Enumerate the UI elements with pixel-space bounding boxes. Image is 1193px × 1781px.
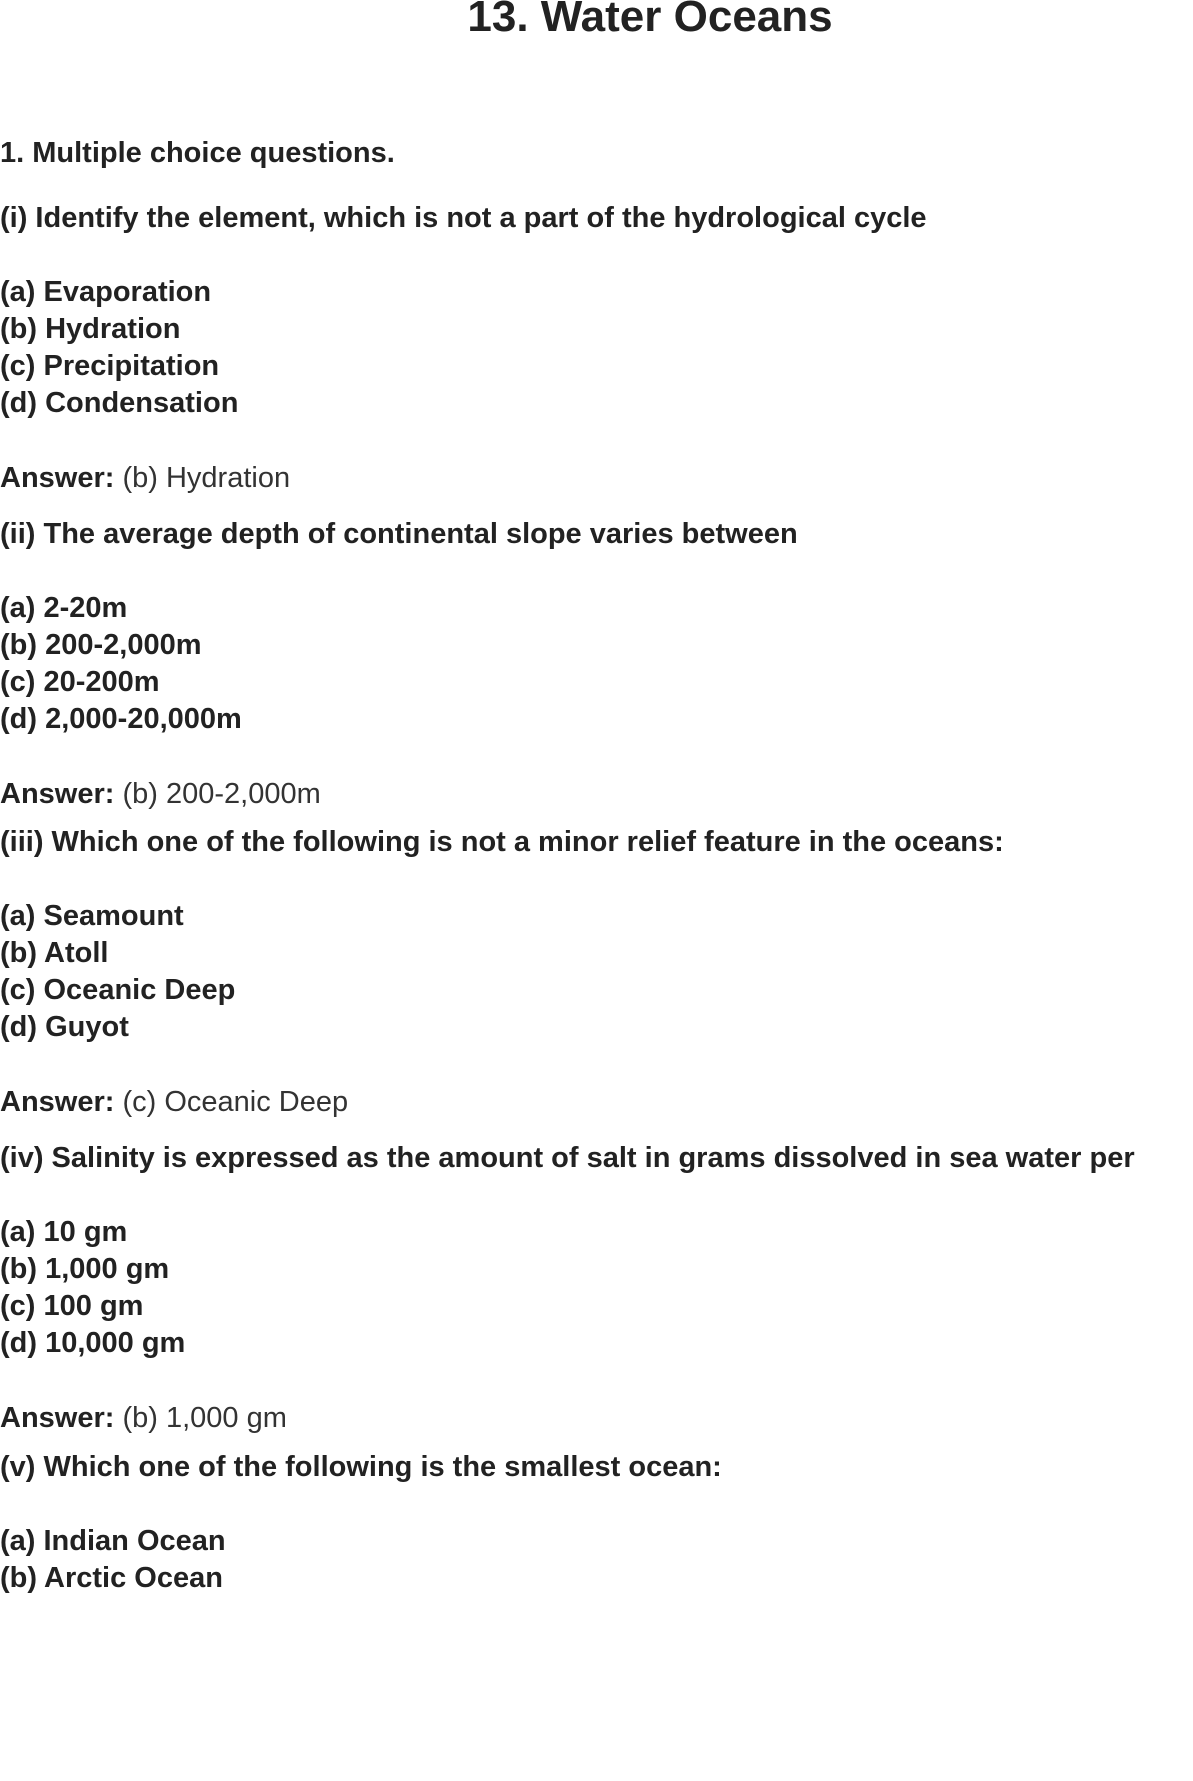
- answer-line: [0, 776, 1193, 812]
- question-text: (i) Identify the element, which is not a part of the hydrological cycle: [0, 202, 927, 234]
- option-a: (a) Seamount: [0, 900, 184, 932]
- option-b: (b) Atoll: [0, 937, 109, 969]
- option-a: (a) Evaporation: [0, 276, 212, 308]
- option-c: (c) 100 gm: [0, 1290, 144, 1322]
- option-a: (a) Indian Ocean: [0, 1525, 226, 1557]
- option-c: (c) 20-200m: [0, 666, 160, 698]
- question-text: (ii) The average depth of continental slope varies between: [0, 518, 798, 550]
- answer-label: Answer:: [0, 1402, 115, 1434]
- option-b: (b) Arctic Ocean: [0, 1562, 223, 1594]
- answer-line: [0, 460, 1193, 496]
- question-text: (v) Which one of the following is the smallest ocean:: [0, 1451, 722, 1483]
- answer-line: [0, 1084, 1193, 1120]
- option-list: [0, 898, 1193, 1046]
- option-c: (c) Precipitation: [0, 350, 220, 382]
- answer-line: [0, 1400, 1193, 1436]
- answer-text: (b) Hydration: [122, 462, 291, 494]
- answer-text: (b) 1,000 gm: [122, 1402, 287, 1434]
- question-block-iv: [0, 1140, 1193, 1436]
- option-d: (d) Guyot: [0, 1011, 129, 1043]
- answer-label: Answer:: [0, 1086, 115, 1118]
- option-list: [0, 274, 1193, 422]
- option-list: [0, 590, 1193, 738]
- question-text: (iv) Salinity is expressed as the amount of salt in grams dissolved in sea water per: [0, 1142, 1135, 1174]
- page-title: 13. Water Oceans: [467, 0, 833, 41]
- section-heading: 1. Multiple choice questions.: [0, 137, 395, 169]
- option-list: [0, 1214, 1193, 1362]
- option-b: (b) 200-2,000m: [0, 629, 202, 661]
- option-a: (a) 10 gm: [0, 1216, 128, 1248]
- question-block-iii: [0, 824, 1193, 1120]
- question-text: (iii) Which one of the following is not a minor relief feature in the oceans:: [0, 826, 1004, 858]
- option-d: (d) Condensation: [0, 387, 239, 419]
- question-block-i: [0, 200, 1193, 496]
- answer-text: (c) Oceanic Deep: [122, 1086, 349, 1118]
- option-b: (b) 1,000 gm: [0, 1253, 170, 1285]
- option-b: (b) Hydration: [0, 313, 181, 345]
- option-d: (d) 10,000 gm: [0, 1327, 186, 1359]
- option-c: (c) Oceanic Deep: [0, 974, 236, 1006]
- option-d: (d) 2,000-20,000m: [0, 703, 242, 735]
- question-block-ii: [0, 516, 1193, 812]
- answer-label: Answer:: [0, 778, 115, 810]
- option-list: [0, 1523, 1193, 1597]
- answer-label: Answer:: [0, 462, 115, 494]
- question-block-v: [0, 1449, 1193, 1597]
- answer-text: (b) 200-2,000m: [122, 778, 321, 810]
- option-a: (a) 2-20m: [0, 592, 128, 624]
